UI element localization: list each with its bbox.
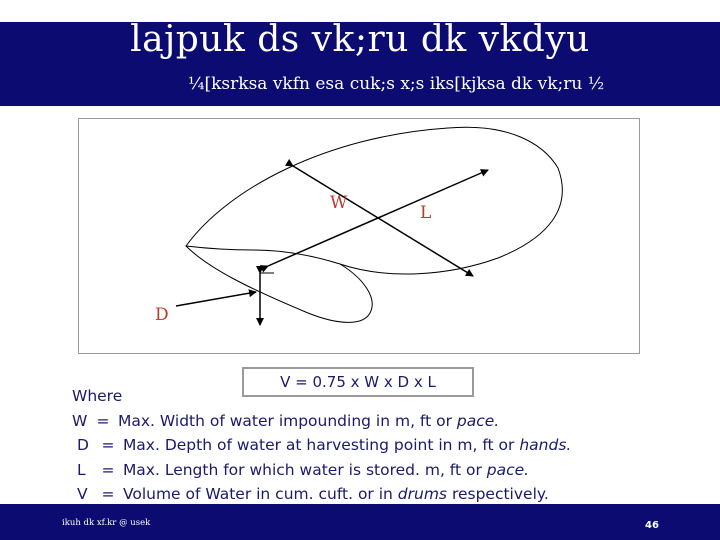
legend	[72, 384, 712, 507]
pond-lower-edge	[186, 246, 372, 322]
slide-title: lajpuk ds vk;ru dk vkdyu	[130, 19, 590, 60]
legend-tail: respectively.	[447, 485, 549, 503]
legend-row-v	[72, 482, 712, 507]
legend-text: Max. Width of water impounding in m, ft or	[118, 411, 457, 430]
depth-pointer	[176, 292, 256, 306]
legend-unit: pace.	[486, 460, 530, 479]
legend-term: L	[76, 460, 86, 479]
legend-row-l	[72, 458, 712, 483]
legend-text: Max. Length for which water is stored. m, ft or	[122, 460, 487, 479]
legend-term: V	[76, 485, 88, 503]
legend-row-d	[72, 433, 712, 458]
label-w: W	[330, 193, 348, 213]
label-l: L	[420, 203, 432, 223]
legend-term: D	[76, 436, 89, 454]
footer-caption: ikuh dk xf.kr @ usek	[62, 518, 151, 528]
pond-outline	[186, 127, 562, 274]
legend-row-w	[72, 409, 712, 434]
length-arrow	[293, 166, 473, 276]
legend-text: Volume of Water in cum. cuft. or in	[122, 485, 398, 503]
legend-eq: =	[101, 436, 115, 454]
legend-eq: =	[101, 460, 115, 479]
legend-unit: drums	[397, 485, 448, 503]
legend-eq: =	[96, 411, 110, 430]
legend-text: Max. Depth of water at harvesting point in m, ft or	[122, 436, 520, 454]
legend-unit: pace.	[456, 411, 500, 430]
legend-term: W	[72, 411, 88, 430]
pond-diagram	[78, 118, 640, 354]
page-number: 46	[645, 520, 659, 531]
slide-subtitle: ¼[ksrksa vkfn esa cuk;s x;s iks[kjksa dk vk;ru ½	[188, 74, 605, 94]
formula-box: V = 0.75 x W x D x L	[242, 367, 474, 397]
label-d: D	[155, 305, 169, 325]
legend-intro: Where	[72, 387, 123, 405]
footer-bar	[0, 504, 720, 540]
legend-unit: hands.	[519, 436, 572, 454]
legend-eq: =	[101, 485, 115, 503]
